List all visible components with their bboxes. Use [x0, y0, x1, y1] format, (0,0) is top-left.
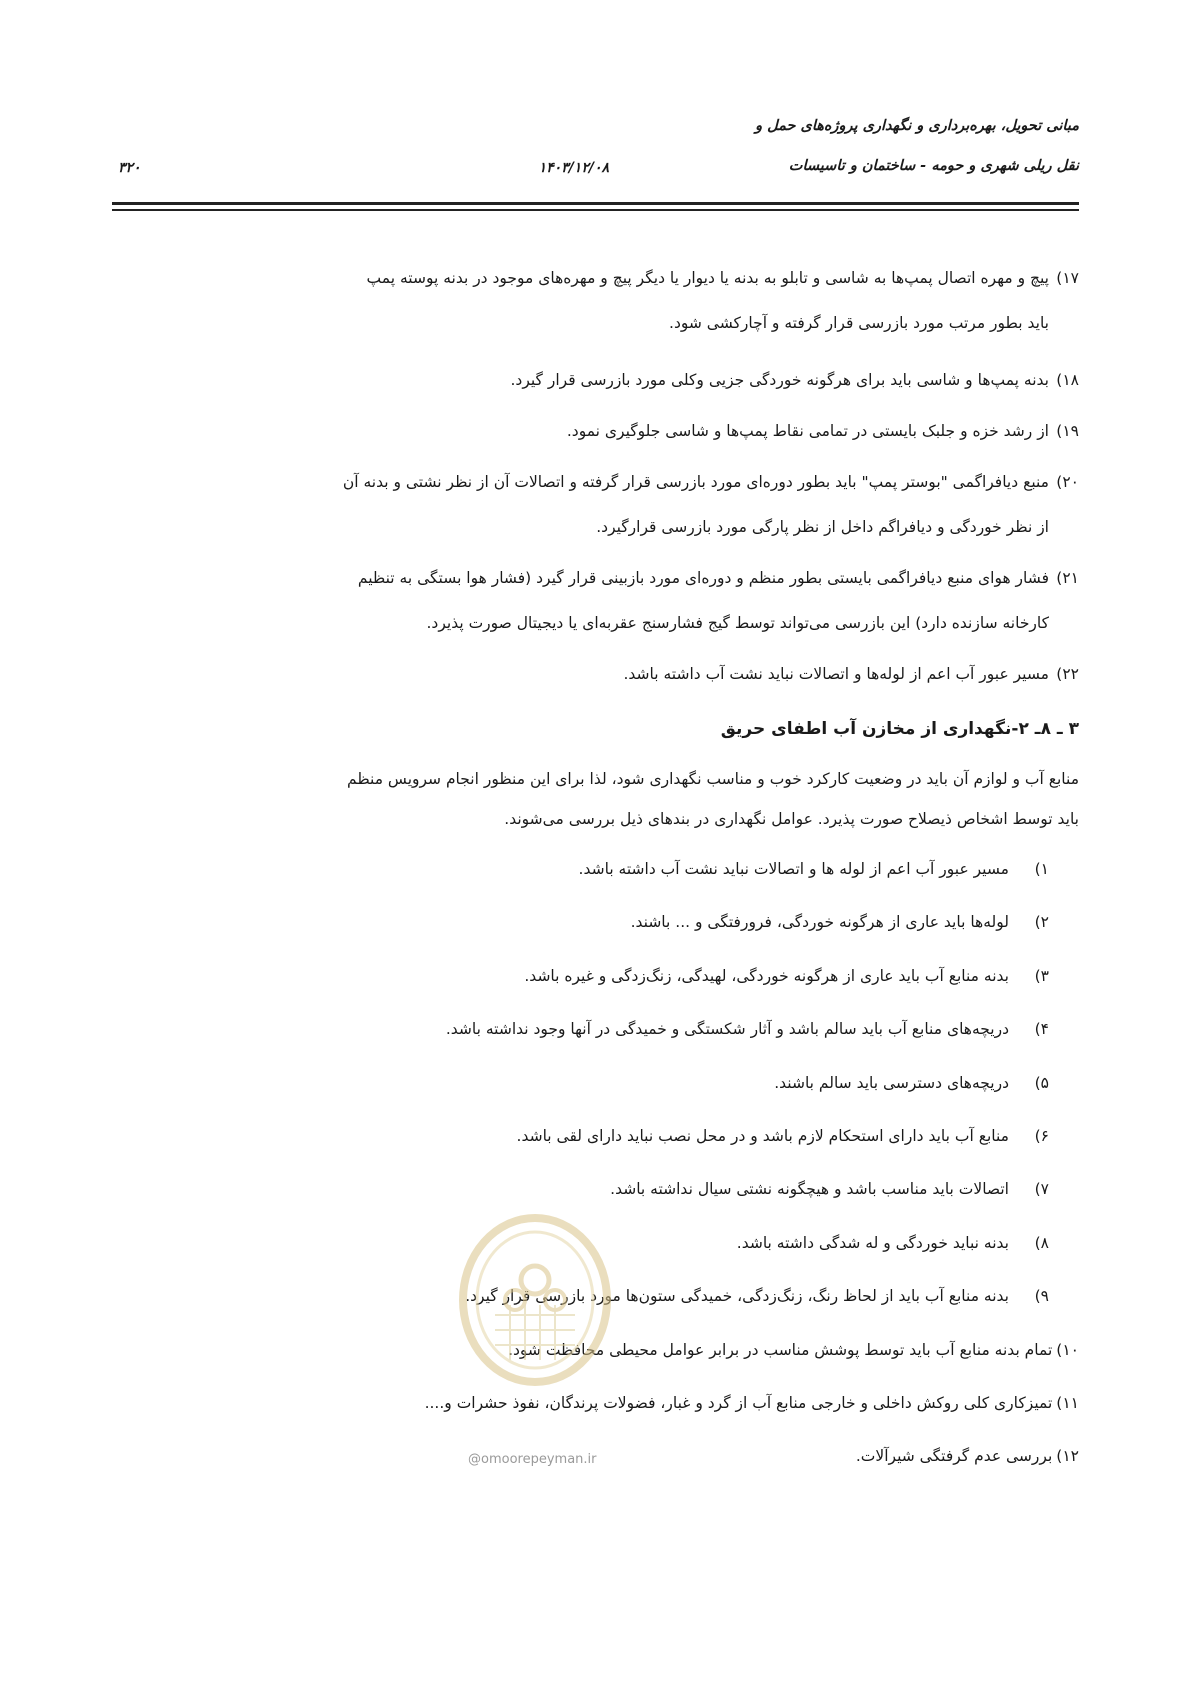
item-text: تمام بدنه منابع آب باید توسط پوشش مناسب در برابر عوامل محیطی محافظت شود.: [508, 1340, 1053, 1359]
watermark-logo-icon: [455, 1205, 615, 1445]
list-item: [112, 652, 1079, 697]
item-text: لوله‌ها باید عاری از هرگونه خوردگی، فرورفتگی و ... باشند.: [630, 913, 1009, 932]
item-text: اتصالات باید مناسب باشد و هیچگونه نشتی سیال نداشته باشد.: [610, 1180, 1009, 1199]
item-text: تمیزکاری کلی روکش داخلی و خارجی منابع آب از گرد و غبار، فضولات پرندگان، نفوذ حشرات و....: [424, 1394, 1053, 1413]
list-item: [112, 1110, 1079, 1163]
item-text: از نظر خوردگی و دیافراگم داخل از نظر پارگی مورد بازرسی قرارگیرد.: [596, 518, 1049, 536]
item-text: فشار هوای منبع دیافراگمی بایستی بطور منظم و دوره‌ای مورد بازبینی قرار گیرد (فشار هوا بستگی به تنظیم: [357, 569, 1049, 587]
list-item: [112, 1003, 1079, 1056]
item-number: ۲۰): [1056, 473, 1079, 491]
header-subtitle: نقل ریلی شهری و حومه - ساختمان و تاسیسات: [788, 158, 1079, 174]
item-text: مسیر عبور آب اعم از لوله‌ها و اتصالات نباید نشت آب داشته باشد.: [623, 665, 1049, 683]
item-text: کارخانه سازنده دارد) این بازرسی می‌تواند توسط گیج فشارسنج عقربه‌ای یا دیجیتال صورت پذیرد.: [426, 614, 1049, 632]
item-text: پیچ و مهره اتصال پمپ‌ها به شاسی و تابلو به بدنه یا دیوار یا دیگر پیچ و مهره‌های موجود در بدنه پوسته پمپ: [366, 269, 1049, 287]
item-number: ۵): [1034, 1073, 1049, 1092]
item-number: ۱۲): [1056, 1447, 1079, 1466]
paragraph-line: منابع آب و لوازم آن باید در وضعیت کارکرد خوب و مناسب نگهداری شود، لذا برای این منظور انجام سرویس منظم: [347, 770, 1079, 788]
list-item: [112, 896, 1079, 949]
item-number: ۳): [1034, 966, 1049, 985]
section-paragraph: [112, 759, 1079, 839]
item-number: ۶): [1034, 1127, 1049, 1146]
watermark-text: @omoorepeyman.ir: [468, 1452, 597, 1467]
list-item: [112, 256, 1079, 346]
item-text: از رشد خزه و جلبک بایستی در تمامی نقاط پمپ‌ها و شاسی جلوگیری نمود.: [566, 422, 1049, 440]
item-number: ۱۱): [1056, 1394, 1079, 1413]
item-number: ۴): [1034, 1020, 1049, 1039]
paragraph-line: باید توسط اشخاص ذیصلاح صورت پذیرد. عوامل نگهداری در بندهای ذیل بررسی می‌شوند.: [504, 810, 1079, 828]
header-title: مبانی تحویل، بهره‌برداری و نگهداری پروژه‌های حمل و: [755, 118, 1079, 134]
item-number: ۱): [1034, 860, 1049, 878]
item-text: بدنه پمپ‌ها و شاسی باید برای هرگونه خوردگی جزیی وکلی مورد بازرسی قرار گیرد.: [510, 371, 1049, 389]
item-number: ۲): [1034, 913, 1049, 932]
list-item: [112, 409, 1079, 454]
item-number: ۲۱): [1056, 569, 1079, 587]
list-item: [112, 460, 1079, 550]
item-text: بدنه منابع آب باید عاری از هرگونه خوردگی، لهیدگی، زنگ‌زدگی و غیره باشد.: [524, 966, 1009, 985]
item-text: بررسی عدم گرفتگی شیرآلات.: [855, 1447, 1053, 1466]
item-text: منابع آب باید دارای استحکام لازم باشد و در محل نصب نباید دارای لقی باشد.: [516, 1127, 1009, 1146]
item-number: ۸): [1034, 1233, 1049, 1252]
list-item: [112, 556, 1079, 646]
item-text: بدنه منابع آب باید از لحاظ رنگ، زنگ‌زدگی، خمیدگی ستون‌ها مورد بازرسی قرار گیرد.: [465, 1287, 1009, 1306]
item-number: ۹): [1034, 1287, 1049, 1306]
list-item: [112, 1057, 1079, 1110]
item-number: ۱۹): [1056, 422, 1079, 440]
item-number: ۱۸): [1056, 371, 1079, 389]
item-text: باید بطور مرتب مورد بازرسی قرار گرفته و آچارکشی شود.: [669, 314, 1049, 332]
page-number: ۳۲۰: [118, 160, 141, 176]
item-text: بدنه نباید خوردگی و له شدگی داشته باشد.: [736, 1233, 1009, 1252]
item-number: ۱۰): [1056, 1340, 1079, 1359]
header-rule-thin: [112, 209, 1079, 211]
header-rule-thick: [112, 202, 1079, 205]
item-number: ۷): [1034, 1180, 1049, 1199]
item-text: مسیر عبور آب اعم از لوله ها و اتصالات نباید نشت آب داشته باشد.: [578, 860, 1009, 878]
item-number: ۱۷): [1056, 269, 1079, 287]
list-item: [112, 950, 1079, 1003]
list-item: [112, 358, 1079, 403]
list-item: [112, 843, 1079, 896]
item-text: دریچه‌های دسترسی باید سالم باشند.: [774, 1073, 1009, 1092]
section-heading: ۳ ـ ۸ـ ۲-نگهداری از مخازن آب اطفای حریق: [720, 719, 1079, 739]
item-number: ۲۲): [1056, 665, 1079, 683]
item-text: منبع دیافراگمی "بوستر پمپ" باید بطور دوره‌ای مورد بازرسی قرار گرفته و اتصالات آن از نظر نشتی و بدنه آن: [342, 473, 1049, 491]
header-line-2: [112, 158, 1079, 182]
item-text: دریچه‌های منابع آب باید سالم باشد و آثار شکستگی و خمیدگی در آنها وجود نداشته باشد.: [445, 1020, 1009, 1039]
header-date: ۱۴۰۳/۱۲/۰۸: [538, 160, 609, 176]
